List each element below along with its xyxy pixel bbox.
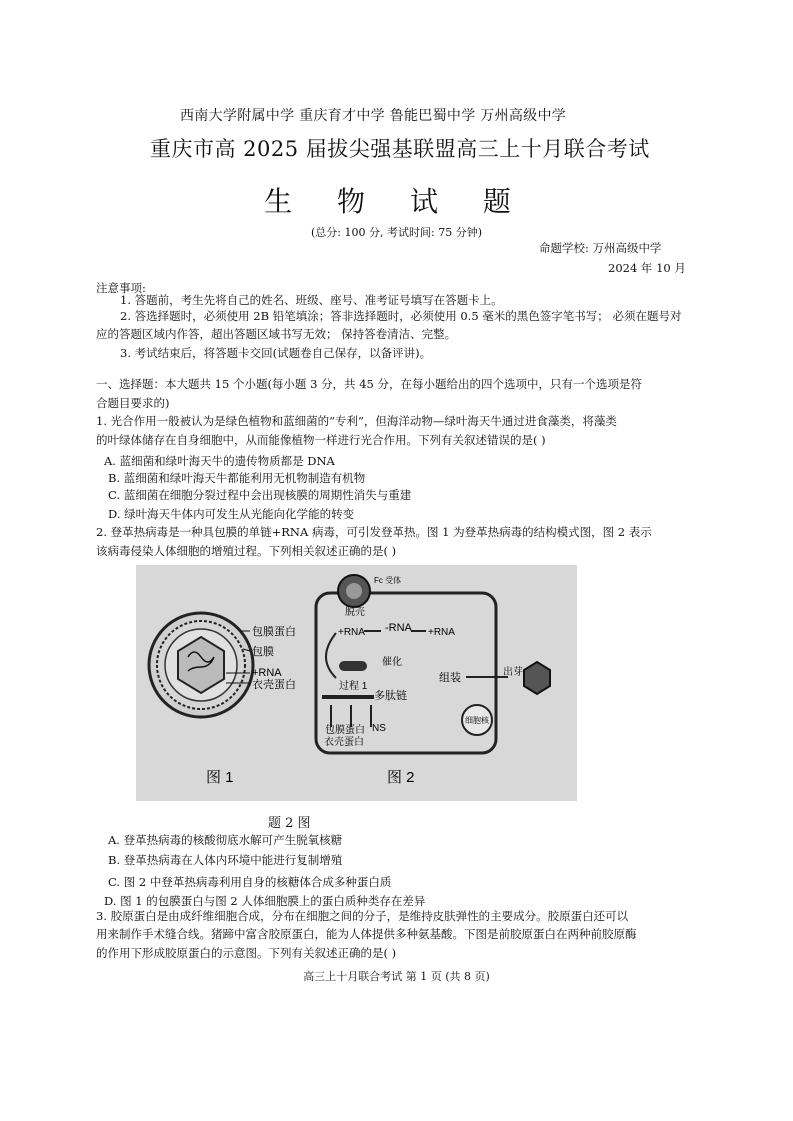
setter-school: 命题学校: 万州高级中学 [539, 241, 662, 255]
q1-stem-cont: 的叶绿体储存在自身细胞中，从而能像植物一样进行光合作用。下列有关叙述错误的是( ) [96, 433, 546, 447]
q2-option-a: A. 登革热病毒的核酸彻底水解可产生脱氧核糖 [108, 833, 343, 847]
label-uncoating: 脱壳 [345, 607, 365, 618]
q1-stem: 1. 光合作用一般被认为是绿色植物和蓝细菌的“专利”，但海洋动物—绿叶海天牛通过进食藻类，将藻类 [96, 414, 617, 428]
label-polypeptide: 多肽链 [374, 690, 407, 702]
q1-option-b: B. 蓝细菌和绿叶海天牛都能利用无机物制造有机物 [108, 471, 366, 485]
subject-title: 生 物 试 题 [264, 185, 529, 218]
label-minus-rna: -RNA [385, 622, 412, 634]
label-capsid-protein: 衣壳蛋白 [252, 679, 296, 691]
q1-option-c: C. 蓝细菌在细胞分裂过程中会出现核膜的周期性消失与重建 [108, 488, 412, 502]
score-time: (总分: 100 分, 考试时间: 75 分钟) [311, 226, 482, 239]
label-plus-rna-2: +RNA [428, 627, 455, 638]
note-2-cont: 应的答题区域内作答，超出答题区域书写无效； 保持答卷清洁、完整。 [96, 327, 457, 341]
q3-stem: 3. 胶原蛋白是由成纤维细胞合成，分布在细胞之间的分子，是维持皮肤弹性的主要成分。胶原蛋白还可以 [96, 909, 629, 923]
exam-title: 重庆市高 2025 届拔尖强基联盟高三上十月联合考试 [150, 137, 650, 161]
note-3: 3. 考试结束后，将答题卡交回(试题卷自己保存，以备评讲)。 [120, 346, 432, 360]
section-heading-cont: 合题目要求的) [96, 396, 170, 410]
note-2: 2. 答选择题时，必须使用 2B 铅笔填涂；答非选择题时，必须使用 0.5 毫米的黑色签字笔书写； 必须在题号对 [120, 309, 682, 323]
label-envelope: 包膜 [252, 646, 274, 658]
q2-figure [136, 565, 577, 801]
q1-option-d: D. 绿叶海天牛体内可发生从光能向化学能的转变 [108, 507, 355, 521]
page-footer: 高三上十月联合考试 第 1 页 (共 8 页) [303, 970, 490, 983]
label-envelope-protein: 包膜蛋白 [252, 626, 296, 638]
fig1-caption: 图 1 [206, 769, 234, 786]
label-capsid-protein-2: 衣壳蛋白 [324, 737, 364, 748]
notes-heading: 注意事项: [96, 281, 146, 295]
label-process-1: 过程 1 [339, 681, 368, 692]
q3-stem-cont-2: 的作用下形成胶原蛋白的示意图。下列有关叙述正确的是( ) [96, 946, 397, 960]
school-list: 西南大学附属中学 重庆育才中学 鲁能巴蜀中学 万州高级中学 [180, 108, 567, 124]
exam-date: 2024 年 10 月 [608, 261, 686, 275]
q2-stem-cont: 该病毒侵染人体细胞的增殖过程。下列相关叙述正确的是( ) [96, 544, 397, 558]
label-assembly: 组装 [439, 672, 461, 684]
label-catalysis: 催化 [382, 657, 402, 668]
fig2-caption: 图 2 [387, 769, 415, 786]
label-plus-rna: +RNA [252, 667, 282, 679]
q2-option-b: B. 登革热病毒在人体内环境中能进行复制增殖 [108, 853, 343, 867]
q2-figure-caption: 题 2 图 [268, 816, 311, 831]
section-heading: 一、选择题：本大题共 15 个小题(每小题 3 分，共 45 分，在每小题给出的四个选项中，只有一个选项是符 [96, 377, 642, 391]
q2-stem: 2. 登革热病毒是一种具包膜的单链+RNA 病毒，可引发登革热。图 1 为登革热病毒的结构模式图，图 2 表示 [96, 525, 652, 539]
label-fc-receptor: Fc 受体 [374, 576, 402, 585]
label-envelope-protein-2: 包膜蛋白 [325, 725, 365, 736]
virus-structure-diagram [149, 613, 253, 717]
label-ns: NS [372, 723, 386, 734]
note-1: 1. 答题前，考生先将自己的姓名、班级、座号、准考证号填写在答题卡上。 [120, 293, 503, 307]
label-budding: 出芽 [503, 667, 523, 678]
q2-option-c: C. 图 2 中登革热病毒利用自身的核糖体合成多种蛋白质 [108, 875, 392, 889]
q3-stem-cont: 用来制作手术缝合线。猪蹄中富含胶原蛋白，能为人体提供多种氨基酸。下图是前胶原蛋白在两种前胶原酶 [96, 927, 637, 941]
q1-option-a: A. 蓝细菌和绿叶海天牛的遗传物质都是 DNA [104, 454, 335, 468]
label-plus-rna-1: +RNA [338, 627, 365, 638]
q2-option-d: D. 图 1 的包膜蛋白与图 2 人体细胞膜上的蛋白质种类存在差异 [104, 894, 426, 908]
label-nucleus: 细胞核 [465, 716, 489, 725]
